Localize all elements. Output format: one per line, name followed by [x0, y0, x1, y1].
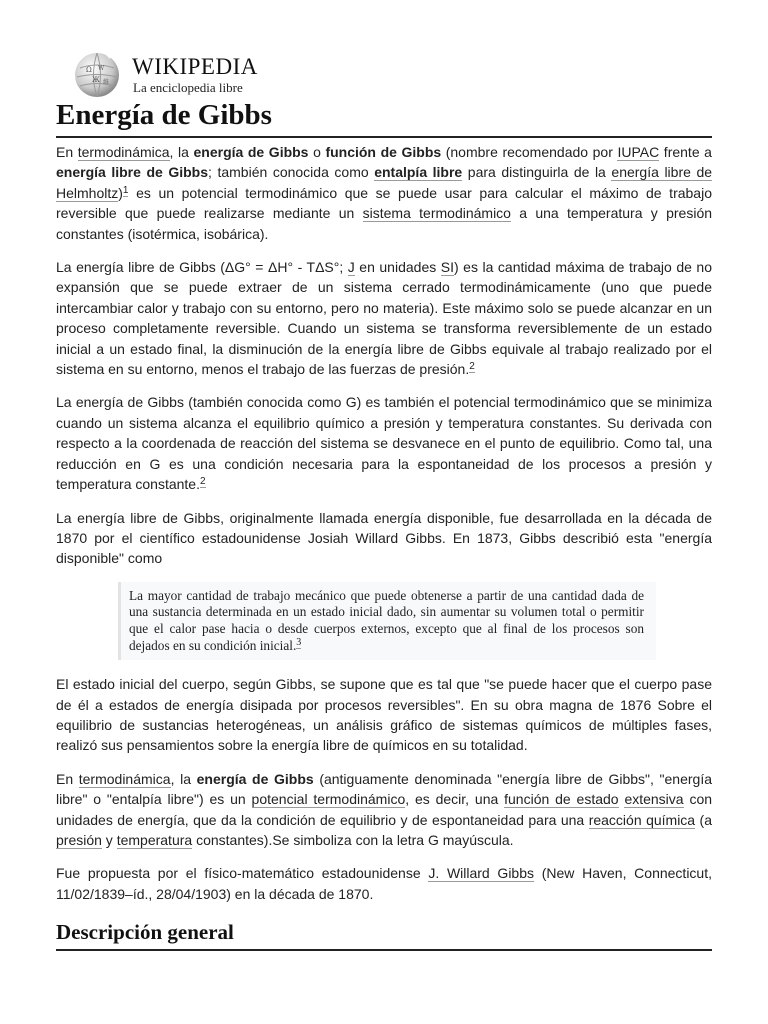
bold-term: energía de Gibbs [196, 770, 314, 787]
link-temperatura[interactable]: temperatura [116, 831, 193, 848]
text: (New Haven, Connecticut, 11/02/1839–íd., 28/04/1903) en la década de 1870. [56, 865, 712, 902]
text: , es decir, una [405, 791, 505, 808]
text: , la [170, 770, 197, 787]
link-entalpia-libre[interactable]: entalpía libre [374, 164, 463, 181]
text: a una temperatura y presión constantes (isotérmica, isobárica). [56, 205, 713, 242]
gibbs-quote [118, 582, 656, 660]
paragraph-initial-state [56, 674, 712, 756]
wikipedia-wordmark: WIKIPEDIA [132, 54, 258, 79]
text: con unidades de energía, que da la condición de equilibrio y de espontaneidad para una [56, 791, 713, 828]
quote-text: La mayor cantidad de trabajo mecánico que puede obtenerse a partir de una cantidad dada de una sustancia determinada en un estado inicial dado, sin aumentar su volumen total o permitir que el calor pase hacia o desde cuerpos externos, excepto que al final de los procesos son dejados en su condición inicial. [129, 587, 644, 653]
reference-link[interactable]: 2 [199, 476, 206, 488]
reference-link[interactable]: 2 [469, 361, 475, 373]
text: o [308, 144, 326, 160]
text: La energía libre de Gibbs (ΔG° = ΔH° - TΔS°; [56, 259, 348, 276]
text: frente a [659, 144, 712, 160]
article-body [56, 142, 712, 951]
link-termodinamica[interactable]: termodinámica [78, 770, 171, 787]
link-si[interactable]: SI [440, 259, 454, 276]
svg-text:維: 維 [103, 79, 110, 86]
text: Fue propuesta por el físico-matemático estadounidense [56, 865, 429, 882]
text: ) es la cantidad máxima de trabajo de no expansión que se puede extraer de un sistema cerrado termodinámicamente (uno que puede intercambiar calor y trabajo con su entorno, pero no materia). Este máximo solo se puede alcanzar en un proceso completamente reversible. Cuando un sistema se transforma reversiblemente de un estado inicial a un estado final, la disminución de la energía libre de Gibbs equivale al trabajo realizado por el sistema en su entorno, menos el trabajo de las fuerzas de presión. [56, 259, 712, 378]
text: ) [118, 184, 123, 201]
svg-text:Ω: Ω [86, 66, 92, 74]
paragraph-state-function [56, 769, 712, 851]
bold-term: energía libre de Gibbs [56, 164, 209, 181]
text: y [101, 831, 117, 848]
text: en unidades [354, 259, 441, 276]
bold-term: función de Gibbs [325, 144, 442, 160]
link-extensiva[interactable]: extensiva [624, 791, 684, 808]
link-presion[interactable]: presión [56, 831, 102, 848]
text: (nombre recomendado por [441, 144, 618, 160]
link-energia-libre-helmholtz[interactable]: energía libre de Helmholtz [56, 164, 713, 201]
link-julio[interactable]: J [347, 259, 355, 276]
link-sistema-termodinamico[interactable]: sistema termodinámico [362, 205, 511, 222]
svg-text:Ж: Ж [92, 76, 100, 84]
text: El estado inicial del cuerpo, según Gibbs, se supone que es tal que "se puede hacer que el cuerpo pase de él a estados de energía disipada por procesos reversibles". En su obra magna de 1876 Sobre el equilibrio de sustancias heterogéneas, un análisis gráfico de sistemas químicos de múltiples fases, realizó sus pensamientos sobre la energía libre de químicos en su totalidad. [56, 676, 712, 754]
reference-link[interactable]: 1 [122, 184, 129, 196]
text: es un potencial termodinámico que se puede usar para calcular el máximo de trabajo reversible que puede realizarse mediante un [56, 184, 712, 222]
wikipedia-globe-icon[interactable] [72, 50, 122, 100]
text: para distinguirla de la [462, 164, 612, 181]
paragraph-definition [56, 257, 712, 379]
svg-text:W: W [98, 65, 105, 72]
text: En [56, 770, 79, 787]
paragraph-equilibrium [56, 392, 712, 494]
link-termodinamica[interactable]: termodinámica [77, 144, 170, 160]
text: En [56, 144, 78, 160]
section-heading-descripcion-general: Descripción general [56, 917, 712, 951]
text: La energía de Gibbs (también conocida como G) es también el potencial termodinámico que se minimiza cuando un sistema alcanza el equilibrio químico a presión y temperatura constantes. Su derivada con respecto a la coordenada de reacción del sistema se desvanece en el punto de equilibrio. Como tal, una reducción en G es una condición necesaria para la espontaneidad de los procesos a presión y temperatura constante. [56, 394, 712, 493]
text: , la [169, 144, 194, 160]
text: ; también conocida como [208, 164, 375, 181]
text: (antiguamente denominada "energía libre de Gibbs", "energía libre" o "entalpía libre") es un [56, 770, 712, 808]
link-potencial-termodinamico[interactable]: potencial termodinámico [251, 791, 406, 808]
link-iupac[interactable]: IUPAC [617, 144, 660, 160]
text: constantes).Se simboliza con la letra G mayúscula. [192, 831, 514, 848]
text: La energía libre de Gibbs, originalmente llamada energía disponible, fue desarrollada en la década de 1870 por el científico estadounidense Josiah Willard Gibbs. En 1873, Gibbs describió esta "energía disponible" como [56, 509, 712, 567]
text: (a [695, 811, 713, 828]
wikipedia-tagline: La enciclopedia libre [133, 80, 243, 95]
link-reaccion-quimica[interactable]: reacción química [588, 811, 696, 828]
link-funcion-de-estado[interactable]: función de estado [504, 791, 619, 808]
paragraph-intro [56, 142, 712, 244]
paragraph-history [56, 508, 712, 569]
link-j-willard-gibbs[interactable]: J. Willard Gibbs [428, 865, 535, 882]
paragraph-proposed [56, 863, 712, 904]
reference-link[interactable]: 3 [296, 636, 302, 648]
bold-term: energía de Gibbs [193, 144, 309, 160]
page-title: Energía de Gibbs [56, 96, 712, 138]
